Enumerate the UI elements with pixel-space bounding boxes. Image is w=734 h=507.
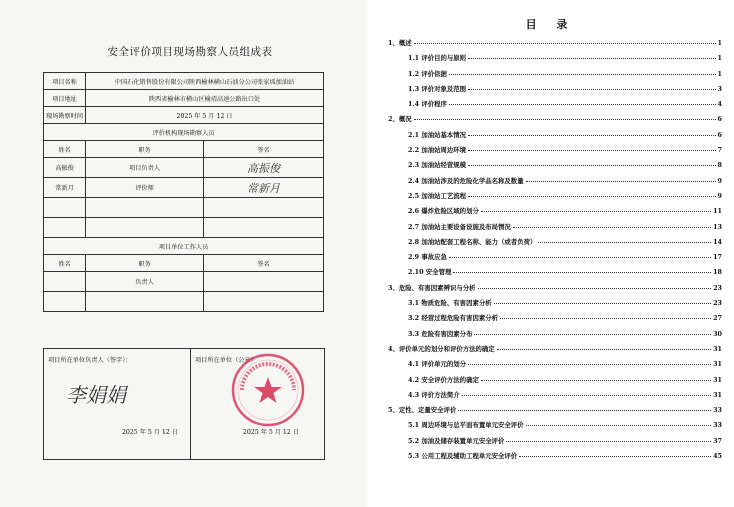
unit-role: 负责人	[86, 272, 204, 292]
unit-stamp-label: 项目所在单位（公章）	[195, 357, 257, 364]
toc-entry-label: 5.1 周边环境与总平面布置单元安全评价	[408, 421, 524, 430]
col-role: 职务	[86, 255, 204, 272]
form-title: 安全评价项目现场勘察人员组成表	[107, 46, 273, 58]
toc-entry[interactable]	[388, 375, 722, 390]
toc-entry-label: 2、概况	[388, 115, 412, 124]
toc-entry-page: 31	[713, 390, 722, 399]
toc-dot-leader	[414, 119, 716, 120]
toc-title: 目 录	[525, 18, 576, 31]
toc-entry[interactable]	[388, 390, 722, 405]
toc-entry-label: 2.6 爆炸危险区域的划分	[408, 207, 479, 216]
toc-entry-label: 4、评价单元的划分和评价方法的确定	[388, 344, 495, 353]
project-name-label: 项目名称	[44, 73, 86, 90]
unit-date: 2025 年 5 月 12 日	[243, 429, 299, 436]
leader-signature: 李娟娟	[66, 383, 126, 407]
toc-dot-leader	[449, 104, 716, 105]
table-row	[44, 178, 324, 198]
toc-dot-leader	[414, 43, 716, 44]
table-row	[44, 198, 324, 218]
toc-entry[interactable]	[388, 206, 722, 221]
table-row	[44, 73, 324, 90]
toc-entry-label: 1.1 评价目的与原则	[408, 54, 467, 63]
agency-section-header: 评价机构现场勘察人员	[44, 124, 324, 141]
toc-entry[interactable]	[388, 405, 722, 420]
toc-entry-label: 1.4 评价程序	[408, 100, 447, 109]
toc-entry-label: 2.5 加油站工艺流程	[408, 191, 467, 200]
toc-entry-label: 3.3 危险有害因素分布	[408, 329, 473, 338]
toc-entry[interactable]	[388, 38, 722, 53]
table-row	[44, 90, 324, 107]
toc-entry-page: 33	[713, 421, 722, 430]
toc-entry-label: 4.2 安全评价方法的确定	[408, 375, 479, 384]
toc-dot-leader	[468, 89, 715, 90]
toc-dot-leader	[468, 165, 715, 166]
person-role: 评价师	[86, 178, 204, 198]
toc-entry-page: 31	[713, 360, 722, 369]
toc-entry-page: 3	[717, 84, 722, 93]
table-row	[44, 158, 324, 178]
project-name-value: 中国石化销售股份有限公司陕西榆林横山石油分公司张家坬加油站	[86, 73, 324, 90]
toc-entry[interactable]	[388, 130, 722, 145]
toc-entry-page: 45	[713, 452, 722, 461]
official-seal-icon	[230, 352, 306, 428]
toc-entry-label: 1.3 评价对象及范围	[408, 84, 467, 93]
toc-entry[interactable]	[388, 160, 722, 175]
col-sign: 签名	[204, 255, 324, 272]
toc-entry-page: 31	[713, 375, 722, 384]
leader-sign-box	[43, 348, 191, 460]
project-address-label: 项目地址	[44, 90, 86, 107]
toc-entry-label: 2.4 加油站涉及的危险化学品名称及数量	[408, 176, 524, 185]
toc-entry[interactable]	[388, 329, 722, 344]
table-row	[44, 218, 324, 238]
toc-dot-leader	[538, 242, 711, 243]
toc-entry[interactable]	[388, 176, 722, 191]
toc-entry-page: 11	[713, 207, 722, 216]
toc-entry-label: 3、危险、有害因素辨识与分析	[388, 283, 476, 292]
toc-entry[interactable]	[388, 344, 722, 359]
toc-entry[interactable]	[388, 145, 722, 160]
table-row	[44, 141, 324, 158]
toc-dot-leader	[468, 196, 715, 197]
survey-time-value: 2025 年 5 月 12 日	[86, 107, 324, 124]
toc-dot-leader	[449, 74, 716, 75]
toc-entry-label: 2.10 安全管理	[408, 268, 452, 277]
toc-dot-leader	[468, 150, 715, 151]
table-row	[44, 272, 324, 292]
toc-entry-page: 17	[713, 253, 722, 262]
toc-entry[interactable]	[388, 99, 722, 114]
survey-personnel-table	[43, 72, 324, 312]
person-signature: 高振俊	[204, 158, 324, 178]
toc-dot-leader	[519, 456, 711, 457]
toc-entry-page: 23	[713, 283, 722, 292]
toc-dot-leader	[506, 441, 711, 442]
toc-dot-leader	[468, 58, 715, 59]
toc-entry-label: 3.2 经营过程危险有害因素分析	[408, 314, 499, 323]
col-role: 职务	[86, 141, 204, 158]
toc-entry-label: 3.1 物质危险、有害因素分析	[408, 299, 492, 308]
toc-entry[interactable]	[388, 53, 722, 68]
toc-dot-leader	[494, 303, 711, 304]
toc-entry-label: 2.3 加油站经营规模	[408, 161, 467, 170]
toc-entry[interactable]	[388, 222, 722, 237]
toc-entry[interactable]	[388, 69, 722, 84]
toc-dot-leader	[478, 288, 712, 289]
col-name: 姓名	[44, 141, 86, 158]
toc-entry-label: 5.2 加油及储存装置单元安全评价	[408, 436, 505, 445]
toc-entry-page: 18	[713, 268, 722, 277]
toc-entry-label: 2.7 加油站主要设备设施及布局情况	[408, 222, 511, 231]
project-address-value: 陕西省榆林市横山区榆靖高速公路出口处	[86, 90, 324, 107]
table-row	[44, 292, 324, 312]
toc-entry[interactable]	[388, 114, 722, 129]
toc-dot-leader	[462, 395, 711, 396]
table-row	[44, 107, 324, 124]
toc-entry[interactable]	[388, 191, 722, 206]
toc-entry-label: 2.8 加油站配套工程名称、能力（或者负荷）	[408, 237, 537, 246]
toc-entry[interactable]	[388, 359, 722, 374]
toc-entry-page: 6	[717, 115, 722, 124]
toc-entry-page: 23	[713, 299, 722, 308]
toc-entry-label: 1.2 评价依据	[408, 69, 447, 78]
toc-dot-leader	[453, 272, 711, 273]
toc-dot-leader	[468, 364, 711, 365]
toc-entry[interactable]	[388, 420, 722, 435]
toc-entry-page: 1	[717, 54, 722, 63]
table-row	[44, 124, 324, 141]
toc-dot-leader	[526, 181, 716, 182]
toc-dot-leader	[458, 410, 711, 411]
toc-entry-page: 9	[717, 191, 722, 200]
leader-sign-label: 项目所在单位负责人（签字）：	[48, 357, 132, 364]
toc-dot-leader	[481, 211, 711, 212]
toc-entry[interactable]	[388, 267, 722, 282]
unit-section-header: 项目单位工作人员	[44, 238, 324, 255]
toc-entry-page: 1	[717, 69, 722, 78]
table-row	[44, 238, 324, 255]
toc-entry-label: 2.2 加油站周边环境	[408, 146, 467, 155]
toc-entry-label: 2.9 事故应急	[408, 253, 447, 262]
toc-entry[interactable]	[388, 252, 722, 267]
toc-entry[interactable]	[388, 436, 722, 451]
person-name: 高振俊	[44, 158, 86, 178]
toc-entry[interactable]	[388, 237, 722, 252]
person-name: 常新月	[44, 178, 86, 198]
toc-dot-leader	[526, 425, 712, 426]
toc-entry-page: 7	[717, 146, 722, 155]
toc-entry-page: 31	[713, 344, 722, 353]
table-row	[44, 255, 324, 272]
toc-entry-page: 8	[717, 161, 722, 170]
toc-dot-leader	[497, 349, 711, 350]
table-of-contents	[388, 38, 722, 466]
toc-entry[interactable]	[388, 84, 722, 99]
toc-entry-page: 30	[713, 329, 722, 338]
toc-entry-label: 5、定性、定量安全评价	[388, 406, 457, 415]
toc-entry[interactable]	[388, 451, 722, 466]
toc-entry-page: 27	[713, 314, 722, 323]
toc-entry-page: 14	[713, 237, 722, 246]
toc-dot-leader	[449, 257, 711, 258]
toc-entry-label: 1、概述	[388, 39, 412, 47]
toc-entry[interactable]	[388, 283, 722, 298]
toc-entry-label: 4.3 评价方法简介	[408, 390, 460, 399]
toc-entry-page: 4	[717, 100, 722, 109]
toc-entry[interactable]	[388, 313, 722, 328]
col-name: 姓名	[44, 255, 86, 272]
person-role: 项目负责人	[86, 158, 204, 178]
toc-dot-leader	[481, 380, 711, 381]
toc-entry-label: 2.1 加油站基本情况	[408, 130, 467, 139]
toc-entry-page: 33	[713, 406, 722, 415]
toc-entry-label: 4.1 评价单元的划分	[408, 360, 467, 369]
toc-dot-leader	[474, 334, 711, 335]
toc-dot-leader	[513, 227, 711, 228]
person-signature: 常新月	[204, 178, 324, 198]
leader-date: 2025 年 5 月 12 日	[122, 429, 178, 436]
toc-dot-leader	[468, 135, 715, 136]
toc-entry[interactable]	[388, 298, 722, 313]
toc-entry-page: 37	[713, 436, 722, 445]
toc-entry-page: 6	[717, 130, 722, 139]
toc-entry-page: 1	[717, 39, 722, 47]
toc-entry-label: 5.3 公用工程及辅助工程单元安全评价	[408, 452, 518, 461]
toc-dot-leader	[500, 318, 711, 319]
toc-entry-page: 13	[713, 222, 722, 231]
col-sign: 签名	[204, 141, 324, 158]
toc-entry-page: 9	[717, 176, 722, 185]
survey-time-label: 现场勘察时间	[44, 107, 86, 124]
